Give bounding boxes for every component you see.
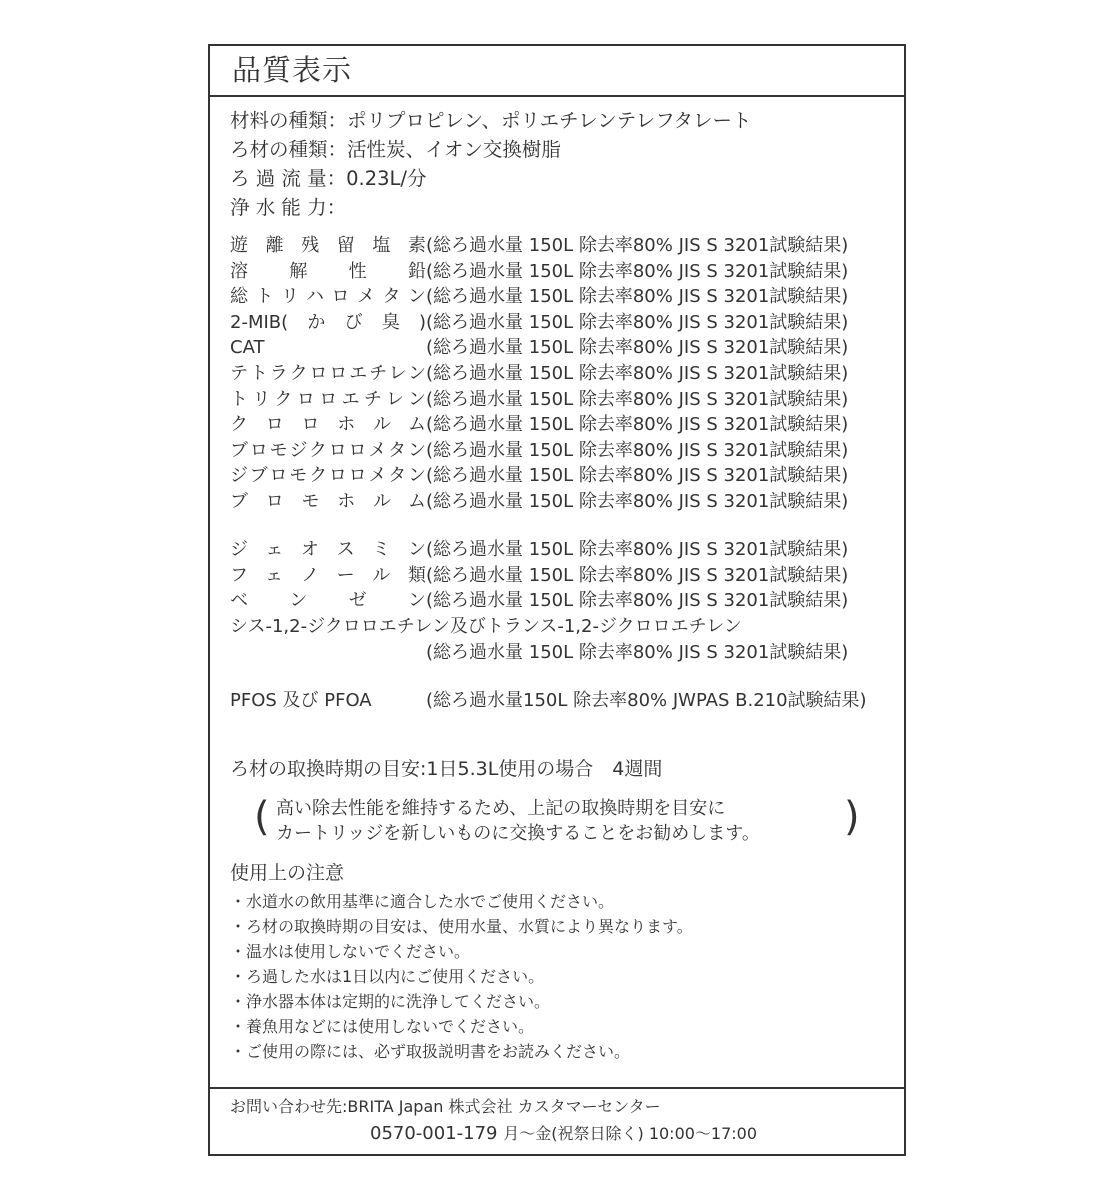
spec-filter: [230, 137, 561, 163]
substance-row: [230, 489, 848, 515]
substance-row: [230, 412, 848, 438]
material-label: 材料の種類：: [230, 109, 348, 132]
quality-label-panel: [208, 44, 906, 1156]
cautions-heading: 使用上の注意: [230, 862, 345, 884]
substance-row: [230, 233, 848, 259]
caution-item: ・ろ過した水は1日以内にご使用ください。: [230, 967, 545, 986]
pfos-row: [230, 688, 867, 714]
material-value: ポリプロピレン、ポリエチレンテレフタレート: [347, 109, 752, 132]
spec-flow: [230, 166, 426, 192]
note-paren-right: ): [844, 794, 860, 840]
substance-name: フェノール類: [230, 564, 426, 586]
substance-name: 総トリハロメタン: [230, 286, 426, 308]
substance-row: [230, 438, 848, 464]
substance-name: ブロモホルム: [230, 491, 426, 512]
substance-name: ジブロモクロロメタン: [230, 465, 426, 487]
contact-phone-row: [370, 1123, 757, 1145]
substance-result: (総ろ過水量 150L 除去率80% JIS S 3201試験結果): [426, 337, 849, 359]
capacity-label: 浄 水 能 力：: [230, 196, 347, 219]
pfos-name: PFOS 及び PFOA: [230, 690, 372, 711]
replacement-note-line1: 高い除去性能を維持するため、上記の取換時期を目安に: [276, 798, 726, 819]
filter-label: ろ材の種類：: [230, 138, 348, 161]
substance-name: クロロホルム: [230, 414, 426, 436]
contact-phone: 0570-001-179: [370, 1123, 498, 1144]
note-paren-left: (: [254, 794, 270, 840]
caution-item: ・水道水の飲用基準に適合した水でご使用ください。: [230, 892, 615, 911]
substance-result: (総ろ過水量 150L 除去率80% JIS S 3201試験結果): [426, 539, 849, 560]
substance-result: (総ろ過水量 150L 除去率80% JIS S 3201試験結果): [426, 235, 849, 256]
substance-result: (総ろ過水量 150L 除去率80% JIS S 3201試験結果): [426, 286, 849, 308]
spec-material: [230, 108, 751, 134]
replacement-text: ろ材の取換時期の目安:1日5.3L使用の場合 4週間: [230, 758, 663, 780]
substance-row: [230, 463, 848, 489]
page-title: 品質表示: [232, 53, 353, 87]
contact-line: お問い合わせ先:BRITA Japan 株式会社 カスタマーセンター: [230, 1097, 661, 1116]
substance-name: ベンゼン: [230, 590, 426, 612]
caution-item: ・浄水器本体は定期的に洗浄してください。: [230, 992, 551, 1011]
contact-footer: [210, 1087, 904, 1154]
substance-result: (総ろ過水量 150L 除去率80% JIS S 3201試験結果): [426, 363, 849, 384]
substance-row: [230, 361, 848, 387]
pfos-result: (総ろ過水量150L 除去率80% JWPAS B.210試験結果): [426, 690, 867, 711]
substance-result: (総ろ過水量 150L 除去率80% JIS S 3201試験結果): [426, 439, 849, 461]
substance-name: トリクロロエチレン: [230, 388, 426, 410]
substance-row: [230, 284, 848, 310]
substance-row: [230, 310, 848, 336]
replacement-note-line2: カートリッジを新しいものに交換することをお勧めします。: [276, 823, 760, 844]
substance-name: 2-MIB(かび臭): [230, 311, 426, 333]
cis-trans-name: シス-1,2-ジクロロエチレン及びトランス-1,2-ジクロロエチレン: [230, 616, 742, 637]
substance-row: [230, 259, 848, 285]
spec-capacity: [230, 195, 346, 221]
substance-name: 溶解性鉛: [230, 260, 426, 282]
filter-value: 活性炭、イオン交換樹脂: [347, 138, 561, 161]
substance-name: CAT: [230, 337, 265, 359]
substance-name: テトラクロロエチレン: [230, 363, 426, 384]
substance-row: [230, 387, 848, 413]
substance-result: (総ろ過水量 150L 除去率80% JIS S 3201試験結果): [426, 491, 849, 512]
substance-row: [230, 588, 848, 614]
contact-hours: 月〜金(祝祭日除く) 10:00〜17:00: [503, 1124, 758, 1143]
substance-result: (総ろ過水量 150L 除去率80% JIS S 3201試験結果): [426, 564, 849, 586]
substance-result: (総ろ過水量 150L 除去率80% JIS S 3201試験結果): [426, 388, 849, 410]
caution-item: ・養魚用などには使用しないでください。: [230, 1017, 535, 1036]
substance-name: 遊離残留塩素: [230, 235, 426, 256]
substance-row: [230, 537, 848, 563]
caution-item: ・ろ材の取換時期の目安は、使用水量、水質により異なります。: [230, 917, 693, 936]
substance-result: (総ろ過水量 150L 除去率80% JIS S 3201試験結果): [426, 311, 849, 333]
substance-result: (総ろ過水量 150L 除去率80% JIS S 3201試験結果): [426, 465, 849, 487]
substance-row: [230, 335, 848, 361]
substance-result: (総ろ過水量 150L 除去率80% JIS S 3201試験結果): [426, 260, 849, 282]
substance-name: ジェオスミン: [230, 539, 426, 560]
title-bar: [210, 46, 904, 97]
flow-label: ろ 過 流 量：: [230, 167, 347, 190]
caution-item: ・温水は使用しないでください。: [230, 942, 471, 961]
caution-item: ・ご使用の際には、必ず取扱説明書をお読みください。: [230, 1042, 631, 1061]
cis-trans-result: (総ろ過水量 150L 除去率80% JIS S 3201試験結果): [426, 642, 849, 663]
substance-result: (総ろ過水量 150L 除去率80% JIS S 3201試験結果): [426, 414, 849, 436]
flow-value: 0.23L/分: [346, 167, 427, 190]
substance-result: (総ろ過水量 150L 除去率80% JIS S 3201試験結果): [426, 590, 849, 612]
substance-name: ブロモジクロロメタン: [230, 439, 426, 461]
substance-row: [230, 563, 848, 589]
